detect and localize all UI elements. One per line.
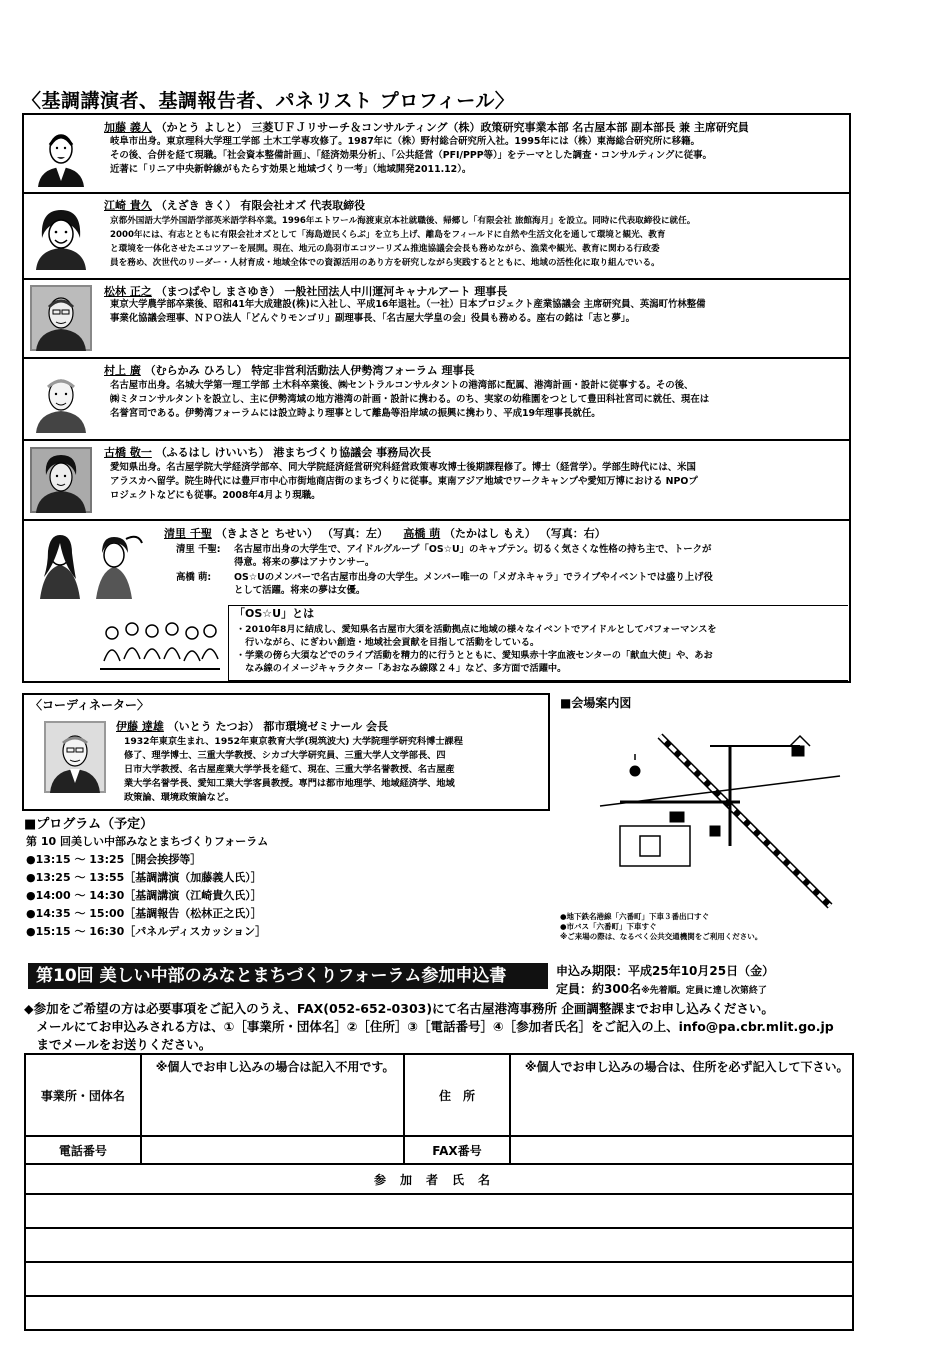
bio-line: その後、合併を経て現職。「社会資本整備計画」、「経済効果分析」、「公共経営（PFI/PPP等）」をテーマとした調査・コンサルティングに従事。 — [110, 150, 712, 161]
bio-line: ㈱ミタコンサルタントを設立し、主に伊勢湾域の地方港湾の計画・設計に携わる。のち、実家の幼稚園をつとして豊田科社宮司に就任、現在は — [110, 394, 710, 405]
map-note-line: ●地下鉄名港線「六番町」下車３番出口すぐ — [560, 912, 710, 921]
osu-line: ・学業の傍ら大須などでのライブ活動を精力的に行うとともに、愛知県赤十字血液センターの「献血大使」や、あお — [236, 650, 713, 661]
profile-reading: （まつばやし まさゆき） — [155, 285, 281, 298]
bio-line: と環境を一体化させたエコツアーを展開。現在、地元の鳥羽市エコツーリズム推進協議会会長も務めながら、漁業や観光、教育に関わる行政委 — [110, 244, 660, 254]
org-label: 事業所・団体名 — [25, 1054, 141, 1136]
program-item: ●14:35 〜 15:00［基調報告（松林正之氏）］ — [26, 907, 262, 920]
org-note: ※個人でお申し込みの場合は記入不用です。 — [155, 1060, 395, 1074]
profile-heading — [104, 362, 475, 378]
fax-label: FAX番号 — [404, 1136, 510, 1164]
portrait-photo — [30, 447, 92, 513]
idol-line-text: 名古屋市出身の大学生で、アイドルグループ「OS☆U」のキャプテン。切るく気さくな性格の持ち主で、トークが — [234, 544, 712, 555]
address-note: ※個人でお申し込みの場合は、住所を必ず記入して下さい。 — [524, 1060, 849, 1074]
bio-line: 員を務め、次世代のリーダー・人材育成・地域全体での資源活用のあり方を研究しながら実践するとともに、地域の活性化に取り組んでいる。 — [110, 258, 660, 268]
bio-line: 2000年には、有志とともに有限会社オズとして「海島遊民くらぶ」を立ち上げ、離島をフィールドに自然や生活文化を通して環境と観光、教育 — [110, 230, 666, 240]
profile-name: 江崎 貴久 — [104, 199, 152, 212]
coordinator-name: 伊藤 達雄 — [116, 720, 164, 733]
program-title: ■プログラム（予定） — [24, 817, 154, 832]
profile-bio — [110, 214, 843, 270]
idol-photo-pos-1: （写真：左） — [322, 527, 389, 540]
profile-bio — [110, 379, 843, 421]
idol-line-name: 高橋 萌: — [176, 572, 212, 583]
profile-heading — [104, 444, 431, 460]
coordinator-title: 〈コーディネーター〉 — [30, 698, 150, 712]
profile-reading: （えざき きく） — [155, 199, 237, 212]
fax-field[interactable] — [510, 1136, 853, 1164]
idol-line — [176, 543, 711, 556]
bio-line: 政策論、環境政策論など。 — [124, 792, 235, 803]
coordinator-affiliation: 都市環境ゼミナール 会長 — [263, 720, 388, 733]
bio-line: ロジェクトなどにも従事。2008年4月より現職。 — [110, 490, 321, 501]
profile-affiliation: 三菱ＵＦＪリサーチ＆コンサルティング（株）政策研究事業本部 名古屋本部 副本部長 兼 主席研究員 — [251, 121, 749, 134]
map-note-line: ※ご来場の際は、なるべく公共交通機関をご利用ください。 — [560, 932, 763, 941]
venue-map — [560, 716, 850, 916]
idol-line-text: OS☆Uのメンバーで名古屋市出身の大学生。メンバー唯一の「メガネキャラ」でライブやイベントでは盛り上げ役 — [234, 572, 713, 583]
osu-group-logo-icon — [98, 613, 222, 675]
profile-affiliation: 一般社団法人中川運河キャナルアート 理事長 — [284, 285, 508, 298]
profile-name: 古橋 敬一 — [104, 446, 152, 459]
phone-label: 電話番号 — [25, 1136, 141, 1164]
idol-name-1: 清里 千聖 — [164, 527, 212, 540]
participant-row[interactable] — [25, 1194, 853, 1228]
osu-line: ・2010年8月に結成し、愛知県名古屋市大須を活動拠点に地域の様々なイベントでアイドルとしてパフォーマンスを — [236, 624, 717, 635]
application-banner: 第10回 美しい中部のみなとまちづくりフォーラム参加申込書 — [28, 963, 548, 989]
bio-line: 名誉宮司である。伊勢湾フォーラムには設立時より理事として離島等沿岸域の振興に携わり、平成19年理事長就任。 — [110, 408, 601, 419]
osu-title: 「OS☆U」とは — [234, 607, 315, 620]
bio-line: 東京大学農学部卒業後、昭和41年大成建設(株)に入社し、平成16年退社。（一社）日本プロジェクト産業協議会 主席研究員、英潟町竹林整備 — [110, 299, 706, 310]
program-item: ●14:00 〜 14:30［基調講演（江崎貴久氏）］ — [26, 889, 262, 902]
osu-line: 行いながら、にぎわい創造・地域社会貢献を目指して活動をしている。 — [236, 637, 540, 648]
profile-name: 松林 正之 — [104, 285, 152, 298]
idol-name-2: 高橋 萌 — [403, 527, 441, 540]
application-capacity — [556, 980, 767, 997]
profile-row — [24, 359, 849, 441]
program-item: ●13:25 〜 13:55［基調講演（加藤義人氏）］ — [26, 871, 262, 884]
coordinator-reading: （いとう たつお） — [167, 720, 260, 733]
address-field[interactable] — [510, 1054, 853, 1136]
program-item: ●13:15 〜 13:25［開会挨拶等］ — [26, 853, 202, 866]
instruction-line: メールにてお申込みされる方は、①［事業所・団体名］②［住所］③［電話番号］④［参加者氏名］をご記入の上、info@pa.cbr.mlit.go.jp — [24, 1019, 834, 1034]
profile-heading — [104, 197, 365, 213]
portrait-photo — [30, 285, 92, 351]
participant-row[interactable] — [25, 1262, 853, 1296]
bio-line: 岐阜市出身。東京理科大学理工学部 土木工学専攻修了。1987年に（株）野村総合研究所入社。1995年には（株）東海総合研究所に移籍。 — [110, 136, 700, 147]
capacity-value: 定員：約300名 — [556, 982, 642, 996]
idol-reading-2: （たかはし もえ） — [444, 527, 536, 540]
program-subtitle: 第 10 回美しい中部みなとまちづくりフォーラム — [26, 835, 269, 848]
bio-line: 修了、理学博士、三重大学教授、シカゴ大学研究員、三重大学人文学部長、四 — [124, 750, 446, 761]
map-access-notes — [560, 912, 855, 942]
program-item: ●15:15 〜 16:30［パネルディスカッション］ — [26, 925, 267, 938]
profile-bio — [110, 135, 843, 177]
idol-heading — [164, 525, 606, 541]
map-title: ■会場案内図 — [560, 696, 632, 710]
profile-reading: （かとう よしと） — [155, 121, 248, 134]
idol-line-name: 清里 千聖: — [176, 544, 221, 555]
idol-photo-pos-2: （写真：右） — [539, 527, 606, 540]
profile-affiliation: 特定非営利活動法人伊勢湾フォーラム 理事長 — [251, 364, 475, 377]
profile-heading — [104, 283, 507, 299]
profile-affiliation: 有限会社オズ 代表取締役 — [240, 199, 366, 212]
portrait-photo — [30, 121, 92, 187]
portrait-photo — [44, 721, 106, 793]
profile-row — [24, 115, 849, 194]
idol-section — [24, 521, 849, 683]
instruction-line: までメールをお送りください。 — [24, 1037, 212, 1052]
participant-row[interactable] — [25, 1228, 853, 1262]
profile-reading: （ふるはし けいいち） — [155, 446, 270, 459]
profile-row — [24, 194, 849, 280]
profiles-box — [22, 113, 851, 683]
profile-reading: （むらかみ ひろし） — [144, 364, 248, 377]
profile-row — [24, 280, 849, 359]
capacity-note: ※先着順。定員に達し次第終了 — [641, 986, 767, 996]
bio-line: 1932年東京生まれ、1952年東京教育大学(現筑波大) 大学院理学研究科博士課程 — [124, 736, 463, 747]
profile-name: 村上 廣 — [104, 364, 141, 377]
instruction-line: ◆参加をご希望の方は必要事項をご記入のうえ、FAX(052-652-0303)にて名古屋港湾事務所 企画調整課までお申し込みください。 — [24, 1001, 774, 1016]
profile-heading — [104, 119, 749, 135]
idol-photo-icon — [30, 529, 148, 601]
application-form — [24, 1053, 854, 1331]
osu-description — [236, 623, 846, 675]
idol-line — [176, 584, 365, 597]
participants-label: 参加者氏名 — [25, 1164, 853, 1194]
profile-bio — [110, 298, 843, 326]
address-label: 住 所 — [404, 1054, 510, 1136]
coordinator-heading — [116, 718, 388, 734]
bio-line: アラスカへ留学。院生時代には豊戸市中心市街地商店街のまちづくりに従事。東南アジア地域でワークキャンプや愛知万博における NPOプ — [110, 476, 698, 487]
profile-row — [24, 441, 849, 521]
coordinator-bio — [124, 735, 542, 805]
idol-line-text: として活躍。将来の夢は女優。 — [234, 585, 366, 596]
bio-line: 事業化協議会理事、ＮＰＯ法人「どんぐりモンゴリ」副理事長、「名古屋大学皇の会」役員も務める。座右の銘は「志と夢」。 — [110, 313, 635, 324]
coordinator-box — [22, 693, 550, 811]
portrait-photo — [30, 204, 92, 270]
participant-row[interactable] — [25, 1296, 853, 1330]
idol-line-text: 得意。将来の夢はアナウンサー。 — [234, 557, 375, 568]
org-field[interactable] — [141, 1054, 404, 1136]
bio-line: 京都外国語大学外国語学部英米語学科卒業。1996年エトワール海渡東京本社就職後、帰郷し「有限会社 旅館海月」を設立。同時に代表取締役に就任。 — [110, 216, 696, 226]
idol-reading-1: （きよさと ちせい） — [215, 527, 319, 540]
portrait-photo — [30, 367, 92, 433]
idol-line — [176, 571, 713, 584]
map-note-line: ●市バス「六番町」下車すぐ — [560, 922, 657, 931]
osu-line: なみ線のイメージキャラクター「あおなみ線隊２４」など、多方面で活躍中。 — [236, 663, 567, 674]
profile-affiliation: 港まちづくり協議会 事務局次長 — [273, 446, 432, 459]
application-instructions — [24, 1000, 864, 1054]
profile-bio — [110, 461, 843, 503]
idol-line — [176, 556, 374, 569]
phone-field[interactable] — [141, 1136, 404, 1164]
bio-line: 業大学名誉学長、愛知工業大学客員教授。専門は都市地理学、地域経済学、地域 — [124, 778, 455, 789]
bio-line: 近著に「リニア中央新幹線がもたらす効果と地域づくり一考」（地域開発2011.12）。 — [110, 164, 472, 175]
application-deadline: 申込み期限：平成25年10月25日（金） — [556, 964, 775, 978]
bio-line: 愛知県出身。名古屋学院大学経済学部卒、同大学院経済経営研究科経営政策専攻博士後期課程修了。博士（経営学）。学部生時代には、米国 — [110, 462, 696, 473]
profile-name: 加藤 義人 — [104, 121, 152, 134]
section-title: 〈基調講演者、基調報告者、パネリスト プロフィール〉 — [22, 90, 515, 112]
bio-line: 日市大学教授、名古屋産業大学学長を経て、現在、三重大学名誉教授、名古屋産 — [124, 764, 455, 775]
bio-line: 名古屋市出身。名城大学第一理工学部 土木科卒業後、㈱セントラルコンサルタントの港湾部に配属、港湾計画・設計に従事する。その後、 — [110, 380, 694, 391]
